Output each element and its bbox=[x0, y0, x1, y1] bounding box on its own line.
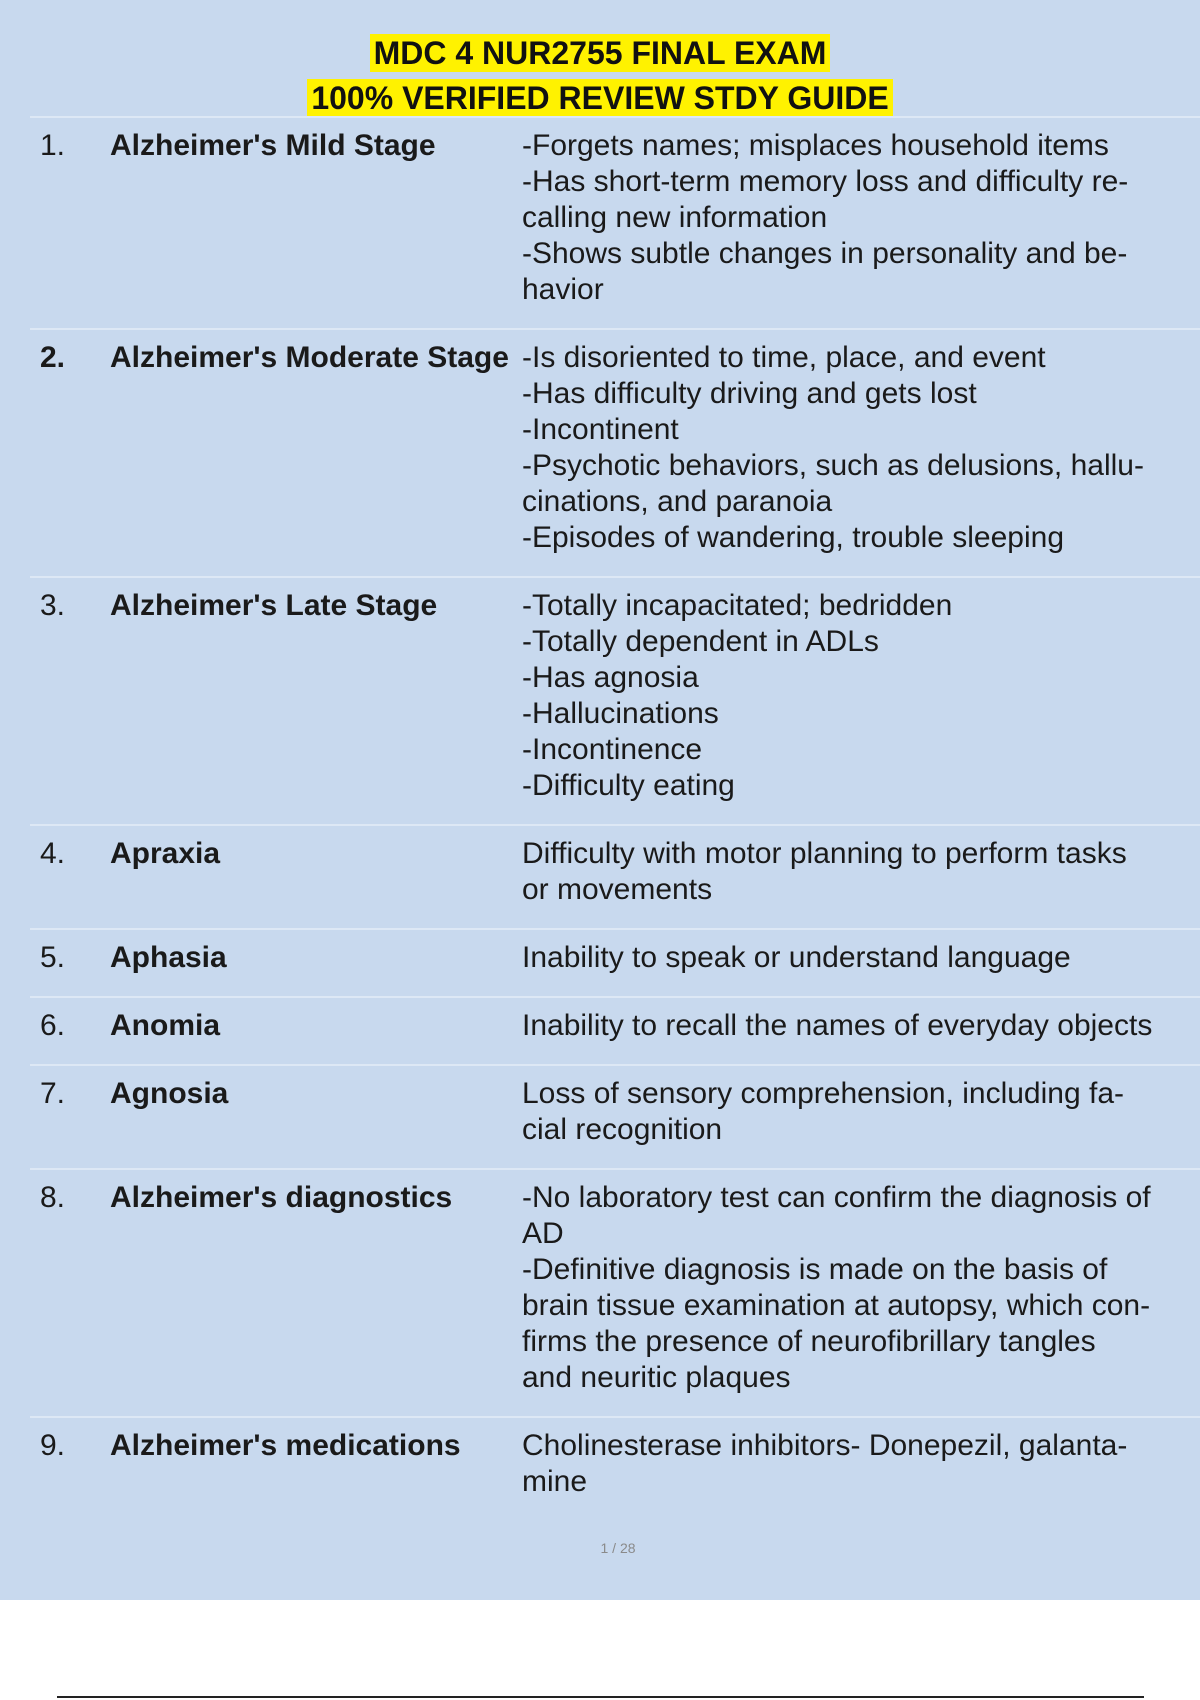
item-definition: -Is disoriented to time, place, and event -Has difficulty driving and gets lost -Incontinent -Psychotic behaviors, such as delusions, hallu- cinations, and paranoia -Episodes of wandering, trouble sleeping bbox=[522, 341, 1144, 554]
item-number: 1. bbox=[40, 129, 66, 162]
item-number: 4. bbox=[40, 837, 66, 870]
item-term: Apraxia bbox=[110, 837, 221, 870]
title-line-1: MDC 4 NUR2755 FINAL EXAM bbox=[370, 34, 831, 72]
flashcard-row-9 bbox=[30, 1416, 1200, 1520]
next-page-divider bbox=[57, 1696, 1144, 1698]
item-definition: Difficulty with motor planning to perform tasks or movements bbox=[522, 837, 1127, 906]
item-number: 8. bbox=[40, 1181, 66, 1214]
item-number: 5. bbox=[40, 941, 66, 974]
flashcard-row-5 bbox=[30, 928, 1200, 996]
item-definition: Inability to recall the names of everyday objects bbox=[522, 1009, 1153, 1042]
flashcard-list bbox=[30, 116, 1200, 1520]
item-term: Alzheimer's Late Stage bbox=[110, 589, 438, 622]
item-term: Agnosia bbox=[110, 1077, 229, 1110]
item-number: 9. bbox=[40, 1429, 66, 1462]
item-term: Alzheimer's medications bbox=[110, 1429, 461, 1462]
item-number: 6. bbox=[40, 1009, 66, 1042]
flashcard-row-4 bbox=[30, 824, 1200, 928]
item-definition: -Totally incapacitated; bedridden -Totally dependent in ADLs -Has agnosia -Hallucinations -Incontinence -Difficulty eating bbox=[522, 589, 953, 802]
page-indicator: 1 / 28 bbox=[600, 1540, 636, 1556]
item-number: 7. bbox=[40, 1077, 66, 1110]
item-definition: -No laboratory test can confirm the diagnosis of AD -Definitive diagnosis is made on the basis of brain tissue examination at autopsy, which con- firms the presence of neurofibrillary tangles and neuritic plaques bbox=[522, 1181, 1151, 1394]
flashcard-row-7 bbox=[30, 1064, 1200, 1168]
flashcard-row-6 bbox=[30, 996, 1200, 1064]
item-term: Alzheimer's Mild Stage bbox=[110, 129, 436, 162]
item-term: Anomia bbox=[110, 1009, 221, 1042]
item-number: 3. bbox=[40, 589, 66, 622]
flashcard-row-3 bbox=[30, 576, 1200, 824]
item-definition: -Forgets names; misplaces household items -Has short-term memory loss and difficulty re- calling new information -Shows subtle changes in personality and be- havior bbox=[522, 129, 1129, 306]
item-definition: Inability to speak or understand language bbox=[522, 941, 1071, 974]
flashcard-row-1 bbox=[30, 116, 1200, 328]
document-title bbox=[0, 34, 1200, 124]
item-term: Alzheimer's Moderate Stage bbox=[110, 341, 509, 374]
item-number: 2. bbox=[40, 341, 66, 374]
item-definition: Cholinesterase inhibitors- Donepezil, galanta- mine bbox=[522, 1429, 1128, 1498]
flashcard-row-2 bbox=[30, 328, 1200, 576]
item-term: Aphasia bbox=[110, 941, 227, 974]
flashcard-row-8 bbox=[30, 1168, 1200, 1416]
title-line-2: 100% VERIFIED REVIEW STDY GUIDE bbox=[307, 79, 892, 117]
item-definition: Loss of sensory comprehension, including fa- cial recognition bbox=[522, 1077, 1124, 1146]
item-term: Alzheimer's diagnostics bbox=[110, 1181, 453, 1214]
